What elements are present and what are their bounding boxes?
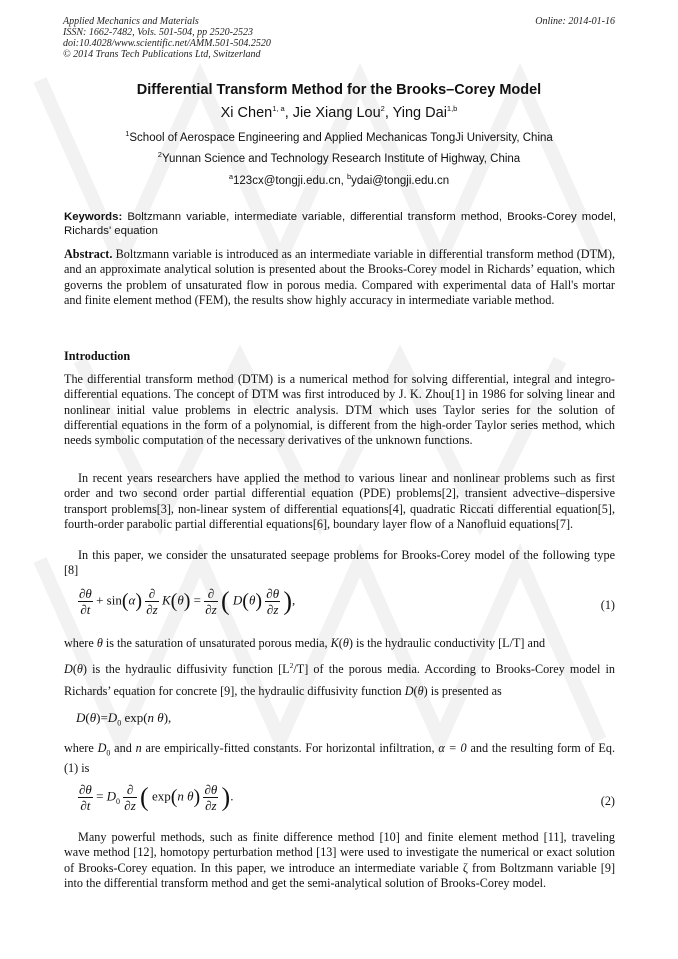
abstract-text: Boltzmann variable is introduced as an intermediate variable in differential transform method (DTM), and an approximate analytical solution is presented about the Brooks-Corey model in Richards’ equation, which governs the problem of unsaturated flow in porous media. Compared with experimental data of Hall's mortar and finite element method (FEM), the results show highly accuracy in intermediate variable method. [64, 247, 615, 307]
math-symbol: θ [96, 636, 103, 650]
intro-paragraph-2: In recent years researchers have applied the method to various linear and nonlinear problems such as first order and two second order partial differential equation (PDE) problems[2], transient advective–dispersive transport problems[3], non-linear system of differential equations[4], quadratic Riccati differential equation[5], fourth-order parabolic partial differential equations[6], boundary layer flow of a Nanofluid equations[7]. [64, 471, 615, 531]
math-symbol: α = 0 [438, 741, 467, 755]
email-sup: a [228, 172, 234, 182]
keywords-text: Boltzmann variable, intermediate variable, differential transform method, Brooks-Corey model, Richards' equation [64, 211, 616, 237]
math-symbol: θ [342, 636, 349, 650]
equation-1 [64, 586, 615, 626]
copyright-line: © 2014 Trans Tech Publications Ltd, Switzerland [63, 49, 261, 60]
affiliation-sup: 2 [157, 150, 162, 160]
journal-header [63, 16, 271, 60]
eq-fraction: $\frac{\partial\theta}{\partial z}$ [266, 586, 280, 617]
math-symbol: D [97, 741, 107, 755]
math-symbol: n [135, 741, 142, 755]
doi-line: doi:10.4028/www.scientific.net/AMM.501-504.2520 [63, 38, 271, 49]
eq-fraction: $\frac{\partial}{\partial z}$ [146, 586, 158, 617]
text-span: is presented as [427, 684, 502, 698]
text-span: where [64, 636, 97, 650]
math-symbol: θ [417, 684, 424, 698]
eq-fraction: $\frac{\partial}{\partial z}$ [205, 586, 217, 617]
intro-paragraph-1: The differential transform method (DTM) is a numerical method for solving differential, integral and integro-differential equations. The concept of DTM was first introduced by J. K. Zhou[1] in 1986 for solving linear and nonlinear initial value problems in electric analysis. DTM which uses Taylor series for the solution of differential equations in the form of a polynomial, is different from the high-order Taylor series method, which needs symbolic computation of the necessary derivatives of the unknown functions. [64, 372, 615, 448]
text-span: is the hydraulic diffusivity function [L [86, 662, 290, 676]
math-symbol: K [330, 636, 339, 650]
eq-fraction: $\frac{\partial\theta}{\partial t}$ [79, 782, 92, 813]
text-span: is the saturation of unsaturated porous media, [102, 636, 331, 650]
intro-paragraph-4: where θ is the saturation of unsaturated porous media, K(θ) is the hydraulic conductivity [L/T] and [64, 636, 546, 650]
affiliation-1 [0, 129, 678, 144]
text-span: and [110, 741, 136, 755]
text-span: where [64, 741, 98, 755]
email-a: 123cx@tongji.edu.cn, [233, 175, 347, 187]
math-symbol: θ [76, 662, 83, 676]
author-sep: , [384, 105, 393, 121]
intro-paragraph-7: Many powerful methods, such as finite difference method [10] and finite element method [11], traveling wave method [12], homotopy perturbation method [13] were used to investigate the numerical or exact solution of Brooks-Corey equation. In this paper, we introduce an intermediate variable ζ from Boltzmann variable [9] into the differential transform method and get the semi-analytical solution of Brooks-Corey model. [64, 830, 615, 890]
abstract-label: Abstract. [64, 247, 113, 261]
affiliation-text: School of Aerospace Engineering and Applied Mechanicas TongJi University, China [129, 132, 553, 144]
math-symbol: D [404, 684, 414, 698]
author-sup: 1, a [272, 104, 285, 114]
email-sup: b [346, 172, 352, 182]
author-name: Xi Chen [220, 105, 273, 121]
equation-2-body: $\frac{\partial\theta}{\partial t}$ = $D_0$ $\frac{\partial}{\partial z}$ ( exp(n θ) $\frac{\partial\theta}{\partial z}$ ). [79, 782, 234, 813]
section-heading: Introduction [64, 349, 131, 363]
diffusivity-formula: $D(\theta)=D_0$ exp(n θ), [76, 710, 172, 728]
equation-2 [64, 782, 615, 822]
affiliation-text: Yunnan Science and Technology Research Institute of Highway, China [161, 153, 521, 165]
intro-paragraph-5: D(θ) is the hydraulic diffusivity function $[L^2/T]$ of the porous media. According to Brooks-Corey model in Richards’ equation for concrete [9], the hydraulic diffusivity function D(θ) is presented as [64, 660, 615, 698]
abstract [64, 247, 615, 308]
issn-line: ISSN: 1662-7482, Vols. 501-504, pp 2520-2523 [63, 27, 253, 38]
affiliation-2 [0, 150, 678, 165]
keywords-label: Keywords: [64, 211, 123, 223]
eq-fraction: $\frac{\partial\theta}{\partial z}$ [204, 782, 218, 813]
math-symbol: D [64, 662, 73, 676]
journal-name: Applied Mechanics and Materials [63, 16, 199, 27]
author-sup: 2 [380, 104, 385, 114]
intro-paragraph-3: In this paper, we consider the unsaturated seepage problems for Brooks-Corey model of the following type [8] [64, 548, 615, 578]
equation-1-body: $\frac{\partial\theta}{\partial t}$ + sin(α) $\frac{\partial}{\partial z}$ K(θ) = $\frac{\partial}{\partial z}$ ( D(θ) $\frac{\partial\theta}{\partial z}$ ), [79, 586, 296, 617]
author-name: Jie Xiang Lou [292, 105, 381, 121]
affiliation-sup: 1 [125, 129, 130, 139]
paper-title: Differential Transform Method for the Brooks–Corey Model [136, 82, 542, 98]
equation-number: (1) [600, 598, 615, 612]
eq-fraction: $\frac{\partial\theta}{\partial t}$ [79, 586, 92, 617]
author-sep: , [284, 105, 293, 121]
superscript: 2 [289, 660, 294, 670]
equation-number: (2) [600, 794, 615, 808]
author-list [0, 105, 678, 121]
author-name: Ying Dai [392, 105, 447, 121]
keywords [64, 210, 616, 238]
email-line [0, 172, 678, 187]
text-span: is the hydraulic conductivity [L/T] and [352, 636, 546, 650]
subscript: 0 [106, 748, 111, 758]
text-span: and the resulting form of Eq. (1) is [64, 741, 615, 775]
author-sup: 1,b [446, 104, 458, 114]
eq-fraction: $\frac{\partial}{\partial z}$ [124, 782, 136, 813]
text-span: are empirically-fitted constants. For horizontal infiltration, [141, 741, 439, 755]
text-span: /T] of the porous media. According to Brooks-Corey model in Richards’ equation for concrete [9], the hydraulic diffusivity function [64, 662, 615, 698]
intro-paragraph-6 [64, 741, 615, 776]
email-b: ydai@tongji.edu.cn [351, 175, 450, 187]
online-date: Online: 2014-01-16 [535, 16, 615, 27]
